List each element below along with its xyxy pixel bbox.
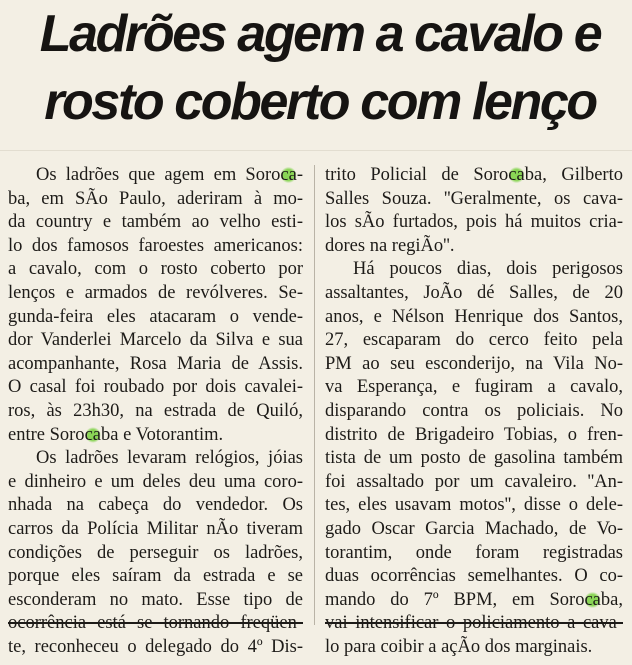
text-line: dor Vanderlei Marcelo da Silva e sua (8, 330, 303, 351)
headline (20, 0, 620, 136)
article-column-right (325, 164, 623, 659)
text-line: PM ao seu esconderijo, na Vila No- (325, 353, 623, 374)
text-line: vai intensificar o policiamento a cava- (325, 613, 623, 634)
article-column-left (8, 164, 303, 659)
text-line: Os ladrões que agem em Soroca- (36, 165, 303, 185)
text-line: duas ocorrências semelhantes. O co- (325, 566, 623, 587)
highlight-mark: ca (584, 589, 601, 610)
text-line: esconderam no mato. Esse tipo de (8, 589, 303, 610)
text-line: nhada na cabeça do vendedor. Os (8, 495, 303, 516)
text-line: assaltantes, JoÃo dé Salles, de 20 (325, 282, 623, 303)
paragraph (8, 164, 303, 447)
column-divider (314, 165, 315, 625)
text-line: lo dos famosos faroestes americanos: (8, 235, 303, 256)
text-line: entre Sorocaba e Votorantim. (8, 424, 224, 445)
text-line: distrito de Brigadeiro Tobias, o fren- (325, 424, 623, 445)
text-line: Há poucos dias, dois perigosos (353, 259, 623, 280)
text-line: trito Policial de Sorocaba, Gilberto (325, 165, 623, 185)
text-line: tes, eles usavam motos'', disse o dele- (325, 495, 623, 516)
text-line: ros, às 23h30, na estrada de Quiló, (8, 400, 303, 421)
text-line: disparando contra os policiais. No (325, 400, 623, 421)
headline-divider (0, 150, 632, 151)
text-line: da country e também ao velho esti- (8, 212, 303, 233)
text-line: Salles Souza. ''Geralmente, os cava- (325, 188, 623, 209)
text-line: porque eles saíram da estrada e se (8, 566, 303, 587)
highlight-mark: ca (508, 165, 525, 185)
text-line: mando do 7º BPM, em Sorocaba, (325, 589, 623, 610)
paragraph (325, 258, 623, 659)
paragraph (325, 164, 623, 258)
headline-line-1: Ladrões agem a cavalo e (39, 5, 601, 63)
highlight-mark: ca (280, 165, 297, 185)
text-line: 27, escaparam do cerco feito pela (325, 330, 623, 351)
paragraph (8, 447, 303, 659)
text-line: ocorrência está se tornando freqüen- (8, 613, 303, 634)
text-line: a cavalo, com o rosto coberto por (8, 259, 303, 280)
text-line: los sÃo furtados, pois há muitos cria- (325, 212, 623, 233)
text-line: lenços e armados de revólveres. Se- (8, 282, 303, 303)
text-line: te, reconheceu o delegado do 4º Dis- (8, 636, 303, 657)
text-line: dores na regiÃo''. (325, 235, 455, 256)
text-line: condições de perseguir os ladrões, (8, 542, 303, 563)
text-line: foi assaltado por um cavaleiro. ''An- (325, 471, 623, 492)
headline-line-2: rosto coberto com lenço (44, 73, 596, 131)
text-line: anos, e Nélson Henrique dos Santos, (325, 306, 623, 327)
highlight-mark: ca (84, 424, 101, 445)
text-line: gunda-feira eles atacaram o vende- (8, 306, 303, 327)
text-line: ba, em SÃo Paulo, aderiram à mo- (8, 188, 303, 209)
text-line: lo para coibir a açÃo dos marginais. (325, 636, 593, 657)
text-line: gado Oscar Garcia Machado, de Vo- (325, 518, 623, 539)
text-line: e dinheiro e um deles deu uma coro- (8, 471, 303, 492)
text-line: acompanhante, Rosa Maria de Assis. (8, 353, 303, 374)
text-line: va Esperança, e fugiram a cavalo, (325, 377, 623, 398)
text-line: carros da Polícia Militar nÃo tiveram (8, 518, 303, 539)
text-line: tista de um posto de gasolina também (325, 448, 623, 469)
text-line: torantim, onde foram registradas (325, 542, 623, 563)
text-line: Os ladrões levaram relógios, jóias (36, 448, 303, 469)
text-line: O casal foi roubado por dois cavalei- (8, 377, 303, 398)
